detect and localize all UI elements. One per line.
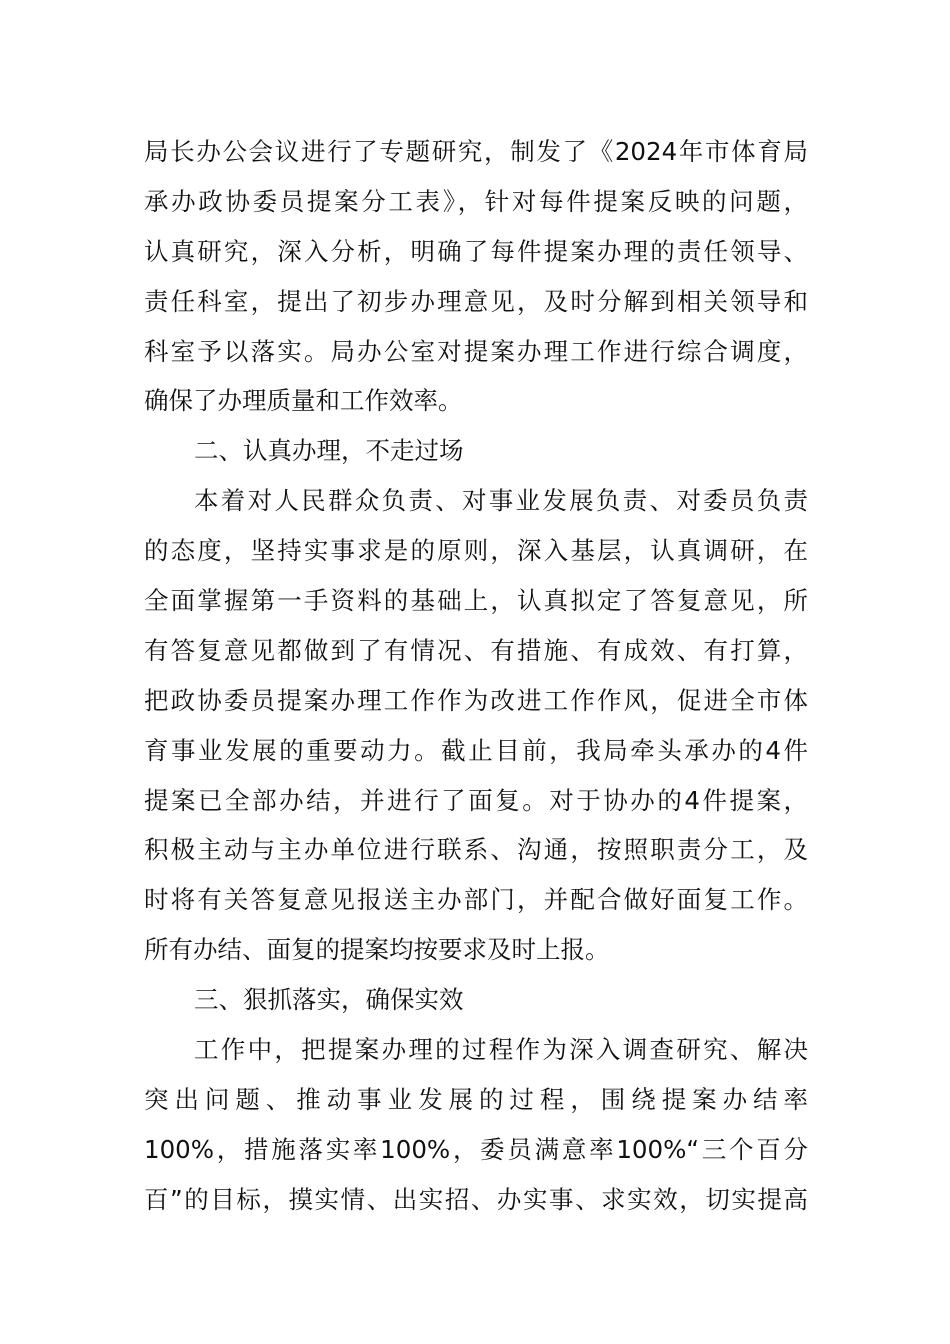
text-line: 积极主动与主办单位进行联系、沟通，按照职责分工，及 bbox=[144, 835, 808, 865]
text-line: 认真研究，深入分析，明确了每件提案办理的责任领导、 bbox=[144, 236, 808, 266]
section-heading-3: 三、狠抓落实，确保实效 bbox=[194, 985, 464, 1015]
text-line: 全面掌握第一手资料的基础上，认真拟定了答复意见，所 bbox=[144, 586, 808, 616]
section-heading-2: 二、认真办理，不走过场 bbox=[194, 436, 464, 466]
text-line: 的态度，坚持实事求是的原则，深入基层，认真调研，在 bbox=[144, 536, 808, 566]
text-line: 育事业发展的重要动力。截止目前，我局牵头承办的4件 bbox=[144, 735, 808, 765]
text-line: 确保了办理质量和工作效率。 bbox=[144, 386, 463, 416]
text-line: 把政协委员提案办理工作作为改进工作作风，促进全市体 bbox=[144, 685, 808, 715]
text-line: 所有办结、面复的提案均按要求及时上报。 bbox=[144, 935, 610, 965]
text-line: 百”的目标，摸实情、出实招、办实事、求实效，切实提高 bbox=[144, 1184, 808, 1214]
text-line: 局长办公会议进行了专题研究，制发了《2024年市体育局 bbox=[144, 137, 808, 166]
text-line: 有答复意见都做到了有情况、有措施、有成效、有打算， bbox=[144, 635, 808, 665]
text-line: 承办政协委员提案分工表》，针对每件提案反映的问题， bbox=[144, 186, 808, 216]
text-line: 时将有关答复意见报送主办部门，并配合做好面复工作。 bbox=[144, 885, 808, 915]
text-line: 突出问题、推动事业发展的过程，围绕提案办结率 bbox=[144, 1084, 808, 1114]
text-line: 100%，措施落实率100%，委员满意率100%“三个百分 bbox=[144, 1134, 808, 1164]
text-line: 本着对人民群众负责、对事业发展负责、对委员负责 bbox=[194, 486, 808, 516]
text-line: 提案已全部办结，并进行了面复。对于协办的4件提案， bbox=[144, 785, 808, 815]
text-line: 工作中，把提案办理的过程作为深入调查研究、解决 bbox=[194, 1035, 808, 1065]
body-text bbox=[144, 127, 808, 1225]
text-line: 科室予以落实。局办公室对提案办理工作进行综合调度， bbox=[144, 336, 808, 366]
text-line: 责任科室，提出了初步办理意见，及时分解到相关领导和 bbox=[144, 286, 808, 316]
